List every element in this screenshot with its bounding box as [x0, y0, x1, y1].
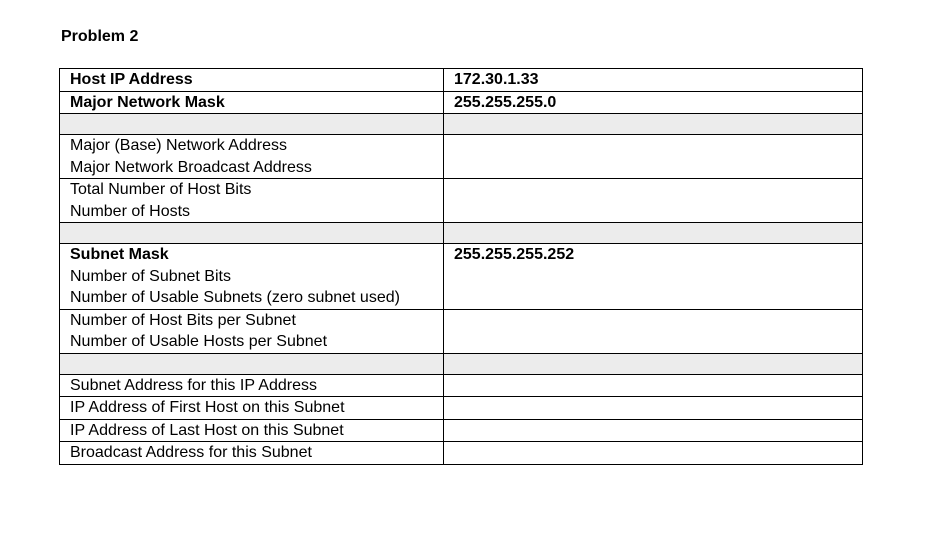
- spacer-cell: [60, 223, 444, 244]
- spacer-row: [60, 223, 863, 244]
- subnet-bits-label: Number of Subnet Bits: [70, 267, 231, 285]
- broadcast-address-answer-cell[interactable]: [444, 442, 863, 465]
- last-host-label: IP Address of Last Host on this Subnet: [60, 419, 444, 442]
- major-mask-label: Major Network Mask: [60, 91, 444, 114]
- table-row: [60, 419, 863, 442]
- subnet-hosts-answer-cell[interactable]: [444, 309, 863, 353]
- table-row: [60, 91, 863, 114]
- usable-subnets-label: Number of Usable Subnets (zero subnet used): [70, 289, 400, 306]
- subnet-mask-value: 255.255.255.252: [454, 246, 575, 263]
- last-host-answer-cell[interactable]: [444, 419, 863, 442]
- table-row: [60, 69, 863, 92]
- subnet-mask-label: Subnet Mask: [70, 246, 169, 263]
- spacer-cell: [60, 114, 444, 135]
- spacer-cell: [444, 353, 863, 374]
- major-base-label: Major (Base) Network Address: [70, 137, 287, 154]
- spacer-row: [60, 353, 863, 374]
- table-row: [60, 309, 863, 353]
- first-host-answer-cell[interactable]: [444, 397, 863, 420]
- host-ip-label: Host IP Address: [60, 69, 444, 92]
- host-bits-per-subnet-label: Number of Host Bits per Subnet: [70, 311, 296, 329]
- spacer-cell: [60, 353, 444, 374]
- usable-hosts-per-subnet-label: Number of Usable Hosts per Subnet: [70, 333, 328, 350]
- first-host-label: IP Address of First Host on this Subnet: [60, 397, 444, 420]
- subnet-info-label-group: [60, 244, 444, 310]
- number-hosts-label: Number of Hosts: [70, 202, 191, 220]
- subnetting-worksheet-table: [59, 68, 863, 465]
- spacer-cell: [444, 114, 863, 135]
- major-network-label-group: [60, 135, 444, 179]
- subnet-hosts-label-group: [60, 309, 444, 353]
- spacer-cell: [444, 223, 863, 244]
- host-bits-label-group: [60, 179, 444, 223]
- table-row: [60, 442, 863, 465]
- subnet-address-answer-cell[interactable]: [444, 374, 863, 397]
- major-broadcast-label: Major Network Broadcast Address: [70, 158, 312, 176]
- major-mask-value[interactable]: 255.255.255.0: [444, 91, 863, 114]
- subnet-address-label: Subnet Address for this IP Address: [60, 374, 444, 397]
- table-row: [60, 397, 863, 420]
- spacer-row: [60, 114, 863, 135]
- broadcast-address-label: Broadcast Address for this Subnet: [60, 442, 444, 465]
- table-row: [60, 135, 863, 179]
- page-title: Problem 2: [61, 28, 139, 45]
- table-row: [60, 374, 863, 397]
- table-row: [60, 244, 863, 310]
- host-ip-value[interactable]: 172.30.1.33: [444, 69, 863, 92]
- table-row: [60, 179, 863, 223]
- major-network-answer-cell[interactable]: [444, 135, 863, 179]
- total-host-bits-label: Total Number of Host Bits: [70, 181, 252, 198]
- subnet-info-answer-cell[interactable]: [444, 244, 863, 310]
- host-bits-answer-cell[interactable]: [444, 179, 863, 223]
